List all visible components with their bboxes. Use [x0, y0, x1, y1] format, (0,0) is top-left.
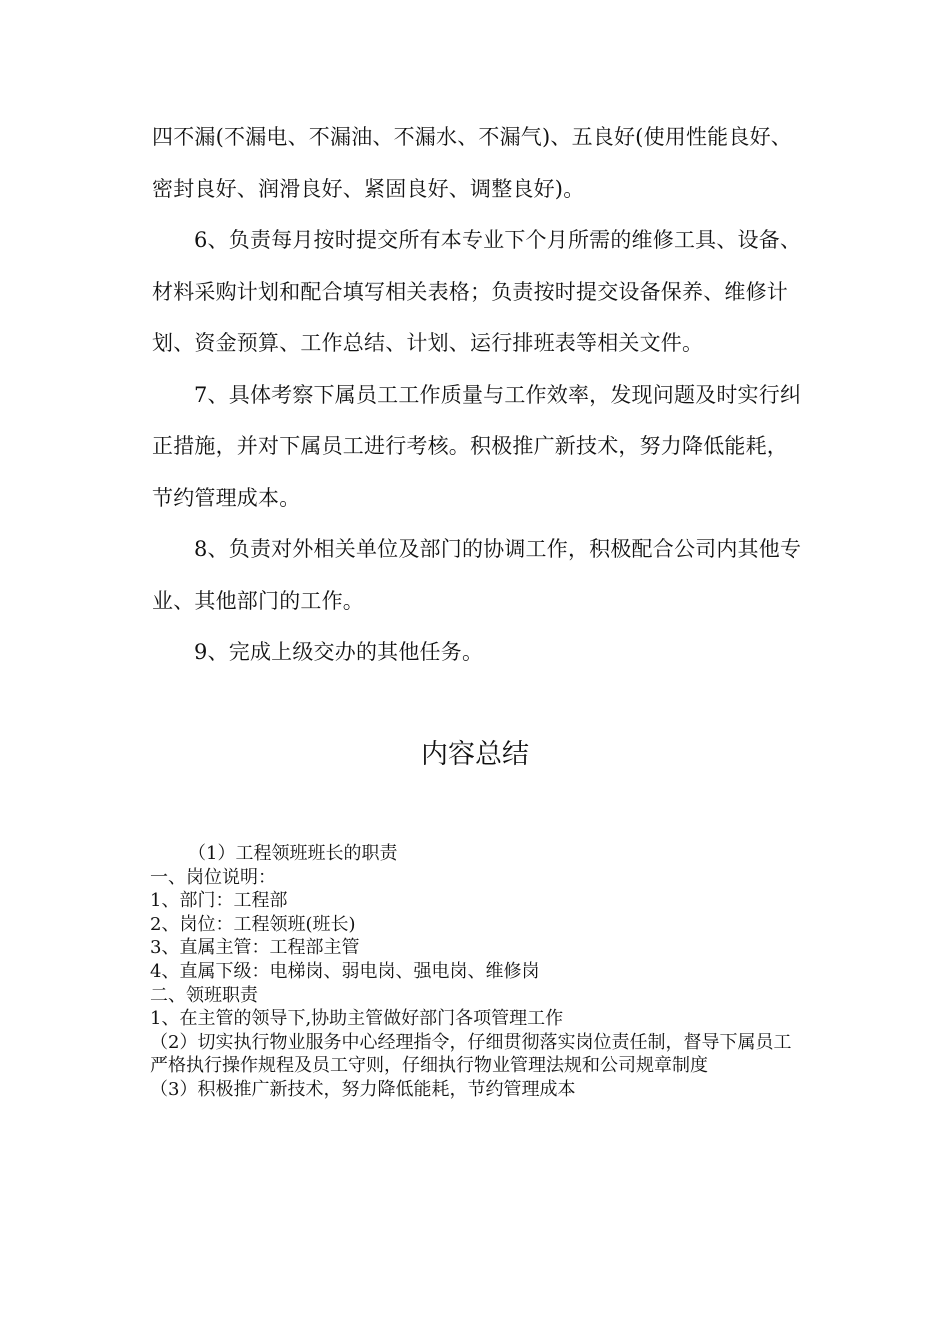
summary-line: 1、在主管的领导下,协助主管做好部门各项管理工作 — [150, 1008, 564, 1030]
paragraph-duty-8: 8、负责对外相关单位及部门的协调工作，积极配合公司内其他专业、其他部门的工作。 — [152, 537, 802, 613]
paragraph-duty-7: 7、具体考察下属员工工作质量与工作效率，发现问题及时实行纠正措施，并对下属员工进行考核。积极推广新技术，努力降低能耗，节约管理成本。 — [152, 382, 802, 510]
summary-line: （1）工程领班班长的职责 — [188, 843, 398, 864]
summary-line: 二、领班职责 — [150, 984, 258, 1006]
summary-line: 一、岗位说明： — [150, 866, 276, 888]
summary-line: （2）切实执行物业服务中心经理指令，仔细贯彻落实岗位责任制，督导下属员工严格执行操作规程及员工守则，仔细执行物业管理法规和公司规章制度 — [150, 1031, 792, 1077]
summary-body — [150, 842, 800, 1102]
summary-line: 4、直属下级：电梯岗、弱电岗、强电岗、维修岗 — [150, 960, 540, 982]
paragraph-duty-6: 6、负责每月按时提交所有本专业下个月所需的维修工具、设备、材料采购计划和配合填写相关表格；负责按时提交设备保养、维修计划、资金预算、工作总结、计划、运行排班表等相关文件。 — [152, 228, 802, 355]
summary-line: 3、直属主管：工程部主管 — [150, 937, 360, 959]
summary-heading: 内容总结 — [421, 739, 529, 770]
paragraph-duty-9: 9、完成上级交办的其他任务。 — [194, 640, 484, 664]
job-duties-text — [152, 112, 802, 679]
summary-line: 1、部门：工程部 — [150, 890, 288, 912]
paragraph-four-no-leaks: 四不漏(不漏电、不漏油、不漏水、不漏气)、五良好(使用性能良好、密封良好、润滑良好、紧固良好、调整良好)。 — [152, 125, 792, 201]
summary-line: 2、岗位：工程领班(班长) — [150, 913, 356, 935]
summary-line: （3）积极推广新技术，努力降低能耗，节约管理成本 — [150, 1078, 576, 1100]
